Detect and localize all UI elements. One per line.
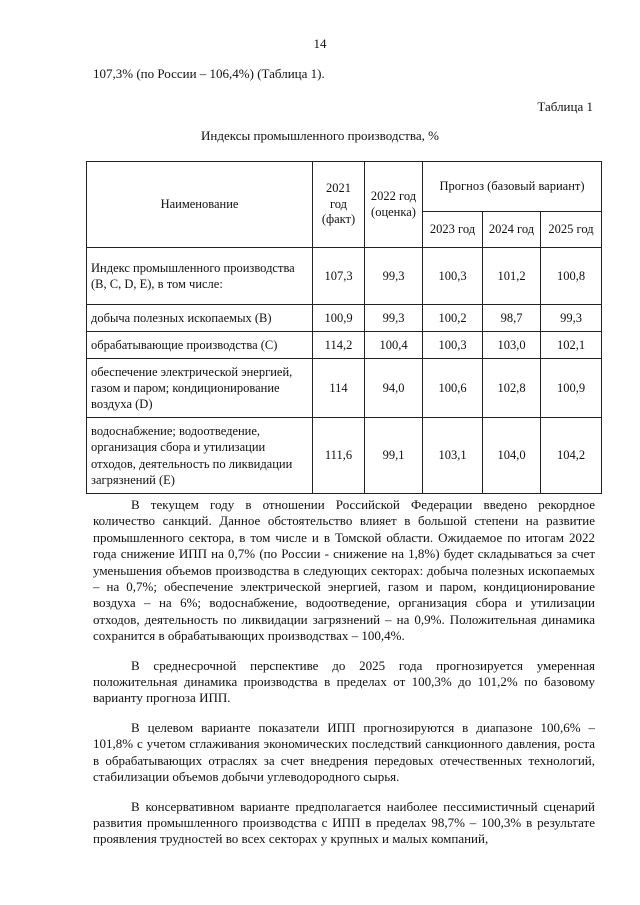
cell-2023: 100,6 (423, 359, 483, 418)
cell-2024: 104,0 (483, 418, 541, 494)
header-name: Наименование (87, 162, 313, 248)
body-text (93, 497, 595, 861)
cell-2025: 100,9 (541, 359, 602, 418)
paragraph: В среднесрочной перспективе до 2025 года прогнозируется умеренная положительная динамика производства в пределах от 100,3% до 101,2% по базовому варианту прогноза ИПП. (93, 657, 595, 706)
cell-2022: 100,4 (365, 332, 423, 359)
cell-2025: 100,8 (541, 248, 602, 305)
page-number: 14 (313, 36, 327, 51)
cell-2021: 114 (313, 359, 365, 418)
table-title: Индексы промышленного производства, % (201, 128, 439, 143)
row-name: водоснабжение; водоотведение, организация сбора и утилизации отходов, деятельность по ликвидации загрязнений (E) (87, 418, 313, 494)
paragraph: В целевом варианте показатели ИПП прогнозируются в диапазоне 100,6% – 101,8% с учетом сглаживания экономических последствий санкционного давления, роста в обрабатывающих отраслях за счет внедрения передовых отечественных технологий, стабилизации объемов добычи углеводородного сырья. (93, 719, 595, 785)
header-2024: 2024 год (483, 212, 541, 248)
header-2023: 2023 год (423, 212, 483, 248)
cell-2022: 94,0 (365, 359, 423, 418)
intro-line: 107,3% (по России – 106,4%) (Таблица 1). (93, 66, 325, 81)
cell-2021: 114,2 (313, 332, 365, 359)
cell-2023: 100,3 (423, 248, 483, 305)
cell-2025: 104,2 (541, 418, 602, 494)
cell-2025: 99,3 (541, 305, 602, 332)
cell-2023: 100,2 (423, 305, 483, 332)
header-2022: 2022 год (оценка) (365, 162, 423, 248)
table-row (87, 248, 602, 305)
cell-2024: 103,0 (483, 332, 541, 359)
paragraph: В консервативном варианте предполагается наиболее пессимистичный сценарий развития промышленного производства с ИПП в пределах 98,7% – 100,3% в результате проявления трудностей во всех секторах у крупных и малых компаний, (93, 798, 595, 847)
table-row (87, 305, 602, 332)
cell-2021: 107,3 (313, 248, 365, 305)
table-row (87, 418, 602, 494)
table-row (87, 332, 602, 359)
header-forecast: Прогноз (базовый вариант) (423, 162, 602, 212)
cell-2021: 111,6 (313, 418, 365, 494)
table-label: Таблица 1 (537, 99, 593, 114)
row-name: обрабатывающие производства (C) (87, 332, 313, 359)
header-2021: 2021 год (факт) (313, 162, 365, 248)
cell-2025: 102,1 (541, 332, 602, 359)
header-2025: 2025 год (541, 212, 602, 248)
cell-2024: 101,2 (483, 248, 541, 305)
cell-2021: 100,9 (313, 305, 365, 332)
table-row (87, 359, 602, 418)
cell-2024: 102,8 (483, 359, 541, 418)
cell-2023: 100,3 (423, 332, 483, 359)
industrial-index-table (86, 161, 602, 494)
row-name: обеспечение электрической энергией, газом и паром; кондиционирование воздуха (D) (87, 359, 313, 418)
cell-2023: 103,1 (423, 418, 483, 494)
cell-2022: 99,3 (365, 248, 423, 305)
paragraph: В текущем году в отношении Российской Федерации введено рекордное количество санкций. Данное обстоятельство влияет в большой степени на развитие промышленного сектора, в том числе и в Томской области. Ожидаемое по итогам 2022 года снижение ИПП на 0,7% (по России - снижение на 1,8%) будет складываться за счет уменьшения объемов производства в следующих секторах: добыча полезных ископаемых – на 0,7%; обеспечение электрической энергией, газом и паром, кондиционирование воздуха – на 6%; водоснабжение, водоотведение, организация сбора и утилизации отходов, деятельность по ликвидации загрязнений – на 0,9%. Положительная динамика сохранится в обрабатывающих производствах – 100,4%. (93, 497, 595, 644)
cell-2024: 98,7 (483, 305, 541, 332)
row-name: добыча полезных ископаемых (B) (87, 305, 313, 332)
row-name: Индекс промышленного производства (B, C, D, E), в том числе: (87, 248, 313, 305)
cell-2022: 99,1 (365, 418, 423, 494)
cell-2022: 99,3 (365, 305, 423, 332)
